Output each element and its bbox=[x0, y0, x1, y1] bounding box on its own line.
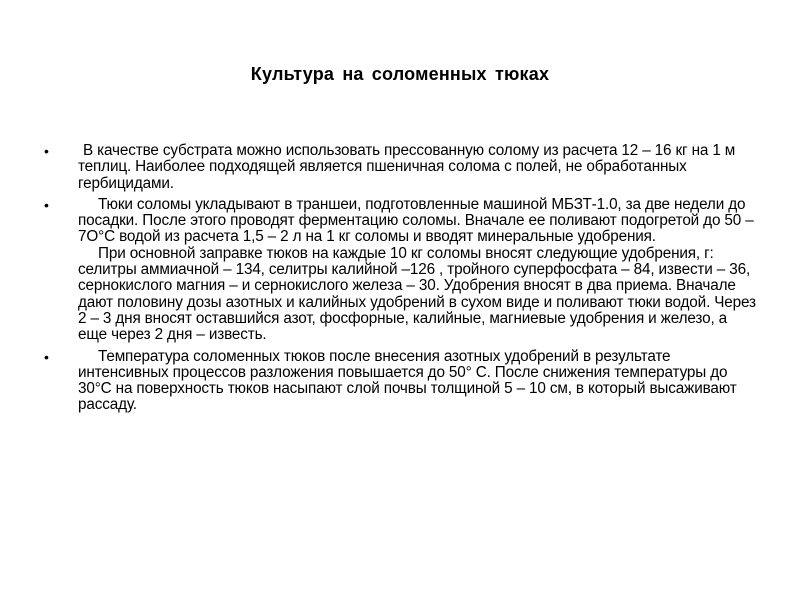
bullet-paragraph bbox=[78, 246, 758, 344]
paragraph-text: При основной заправке тюков на каждые 10 кг соломы вносят следующие удобрения, г: селитры аммиачной – 134, селитры калийной –126 , тройного суперфосфата – 84, извести – 36, сернокислого магния – и сернокислого железа – 30. Удобрения вносят в два приема. Вначале дают половину дозы азотных и калийных удобрений в сухом виде и поливают тюки водой. Через 2 – 3 дня вносят оставшийся азот, фосфорные, калийные, магниевые удобрения и железо, а еще через 2 дня – известь. bbox=[78, 244, 756, 344]
paragraph-text: Тюки соломы укладывают в траншеи, подготовленные машиной МБЗТ-1.0, за две недели до посадки. После этого проводят ферментацию соломы. Вначале ее поливают подогретой до 50 – 7О°С водой из расчета 1,5 – 2 л на 1 кг соломы и вводят минеральные удобрения. bbox=[78, 195, 754, 246]
paragraph-text: В качестве субстрата можно использовать прессованную солому из расчета 12 – 16 кг на 1 м теплиц. Наиболее подходящей является пшеничная солома с полей, не обработанных гербицидами. bbox=[78, 142, 736, 192]
slide-title: Культура на соломенных тюках bbox=[250, 64, 550, 84]
bullet-paragraph bbox=[78, 197, 758, 246]
bullet-item bbox=[0, 197, 800, 344]
bullet-dot-icon: • bbox=[44, 348, 49, 365]
bullet-paragraph bbox=[78, 349, 758, 414]
bullet-text bbox=[78, 143, 758, 192]
bullet-item bbox=[0, 143, 800, 192]
bullet-text bbox=[78, 349, 758, 414]
bullet-dot-icon: • bbox=[44, 143, 49, 159]
bullet-dot-icon: • bbox=[44, 196, 49, 213]
bullet-list bbox=[0, 143, 800, 419]
paragraph-text: Температура соломенных тюков после внесения азотных удобрений в результате интенсивных процессов разложения повышается до 50° С. После снижения температуры до 30°С на поверхность тюков насыпают слой почвы толщиной 5 – 10 см, в который высаживают рассаду. bbox=[78, 347, 737, 414]
bullet-text bbox=[78, 197, 758, 344]
bullet-item bbox=[0, 349, 800, 414]
bullet-paragraph bbox=[78, 143, 758, 192]
